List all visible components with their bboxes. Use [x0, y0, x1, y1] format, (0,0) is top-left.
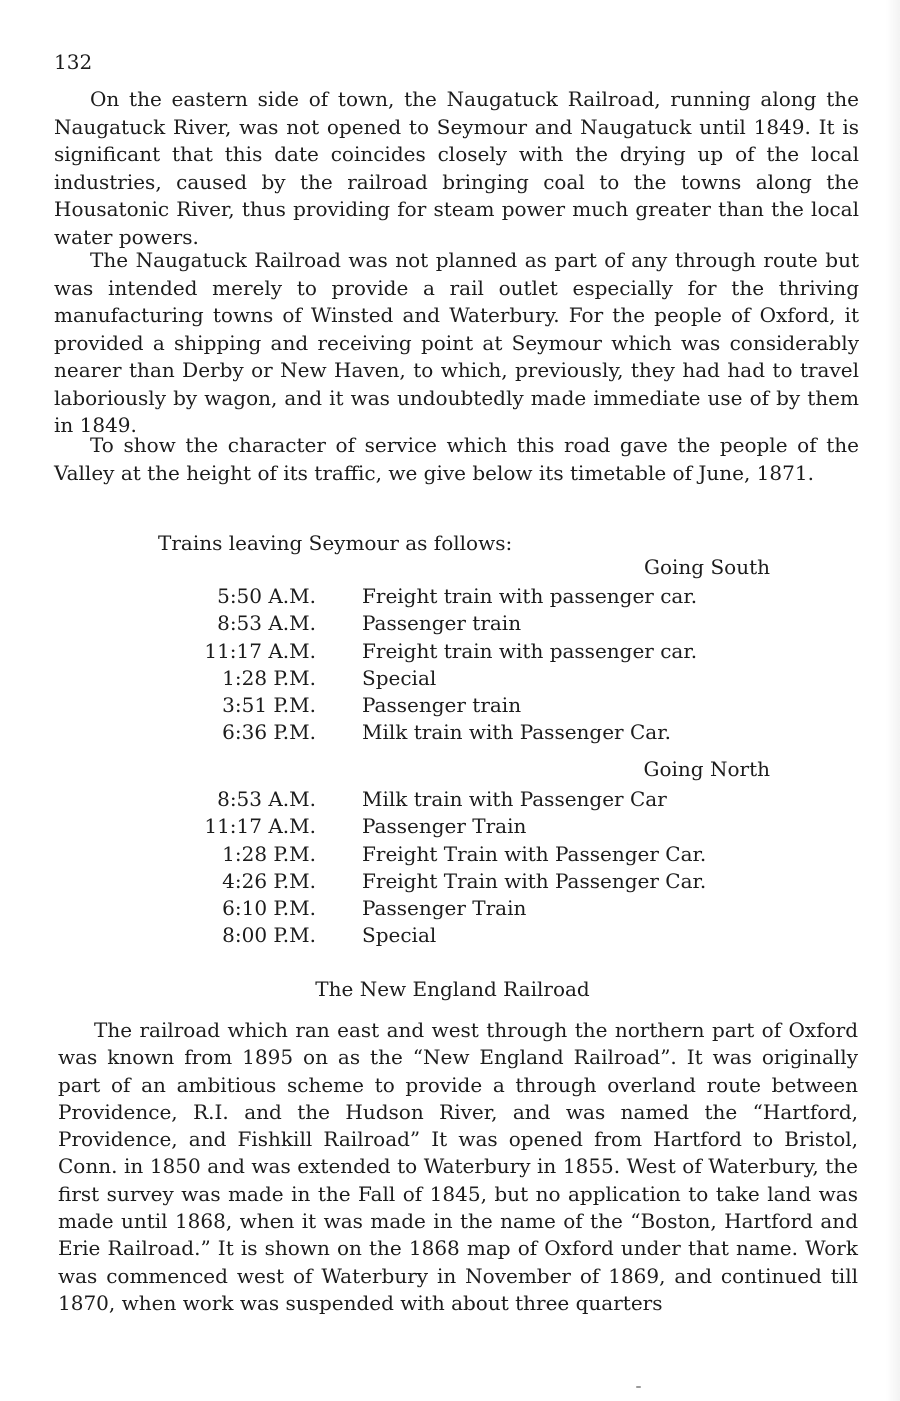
- train-time: 1:28 P.M.: [222, 841, 316, 866]
- train-description: Passenger Train: [362, 896, 527, 921]
- page-number: 132: [54, 50, 93, 74]
- train-time: 8:53 A.M.: [217, 787, 316, 811]
- train-time: 6:10 P.M.: [222, 896, 316, 921]
- timetable-row: [140, 922, 800, 949]
- timetable-row: [140, 868, 800, 895]
- timetable-heading-south: Going South: [644, 555, 770, 579]
- timetable-row: [140, 719, 800, 746]
- timetable-row: [140, 786, 800, 813]
- timetable-row: [140, 841, 800, 868]
- train-description: Milk train with Passenger Car: [362, 787, 667, 811]
- train-description: Freight train with passenger car.: [362, 584, 698, 608]
- timetable-north: [140, 786, 800, 950]
- page-edge-shadow: [886, 0, 900, 1401]
- timetable-row: [140, 665, 800, 692]
- train-time: 3:51 P.M.: [222, 693, 316, 718]
- train-time: 6:36 P.M.: [222, 720, 316, 745]
- timetable-row: [140, 692, 800, 719]
- train-description: Passenger train: [362, 611, 522, 636]
- train-description: Freight Train with Passenger Car.: [362, 868, 707, 893]
- timetable-row: [140, 813, 800, 840]
- paragraph-timetable-intro: To show the character of service which this road gave the people of the Valley at the height of its traffic, we give below its timetable of June, 1871.: [54, 433, 859, 485]
- timetable-row: [140, 583, 800, 610]
- paragraph-naugatuck-purpose: The Naugatuck Railroad was not planned as part of any through route but was intended merely to provide a rail outlet especially for the thriving manufacturing towns of Winsted and Waterbury. For the people of Oxford, it provided a shipping and receiving point at Seymour which was considerably nearer than Derby or New Haven, to which, previously, they had had to travel laboriously by wagon, and it was undoubtedly made immediate use of by them in 1849.: [54, 248, 859, 437]
- train-description: Freight train with passenger car.: [362, 638, 698, 663]
- timetable-heading-north: Going North: [643, 757, 770, 781]
- train-time: 8:00 P.M.: [222, 923, 316, 948]
- paragraph-naugatuck-opening: On the eastern side of town, the Naugatuck Railroad, running along the Naugatuck River, was not opened to Seymour and Naugatuck until 1849. It is significant that this date coincides closely with the drying up of the local industries, caused by the railroad bringing coal to the towns along the Housatonic River, thus providing for steam power much greater than the local water powers.: [54, 87, 859, 249]
- section-heading: The New England Railroad: [315, 977, 590, 1001]
- train-description: Passenger Train: [362, 814, 527, 839]
- timetable-row: [140, 895, 800, 922]
- timetable-row: [140, 610, 800, 637]
- timetable-row: [140, 638, 800, 665]
- train-description: Special: [362, 665, 437, 690]
- timetable-caption: Trains leaving Seymour as follows:: [158, 531, 513, 555]
- train-description: Milk train with Passenger Car.: [362, 720, 671, 745]
- train-description: Special: [362, 923, 437, 948]
- train-time: 11:17 A.M.: [204, 638, 316, 663]
- train-description: Freight Train with Passenger Car.: [362, 841, 707, 866]
- train-time: 8:53 A.M.: [217, 611, 316, 636]
- train-time: 1:28 P.M.: [222, 665, 316, 690]
- timetable-south: [140, 583, 800, 747]
- paragraph-new-england-railroad: The railroad which ran east and west through the northern part of Oxford was known from 1895 on as the “New England Railroad”. It was originally part of an ambitious scheme to provide a through overland route between Providence, R.I. and the Hudson River, and was named the “Hartford, Providence, and Fishkill Railroad” It was opened from Hartford to Bristol, Conn. in 1850 and was extended to Waterbury in 1855. West of Waterbury, the first survey was made in the Fall of 1845, but no application to take land was made until 1868, when it was made in the name of the “Boston, Hartford and Erie Railroad.” It is shown on the 1868 map of Oxford under that name. Work was commenced west of Waterbury in November of 1869, and continued till 1870, when work was suspended with about three quarters: [58, 1018, 858, 1315]
- train-time: 5:50 A.M.: [217, 584, 316, 608]
- train-time: 4:26 P.M.: [222, 868, 316, 893]
- scan-speck: [636, 1386, 641, 1388]
- train-time: 11:17 A.M.: [204, 814, 316, 839]
- train-description: Passenger train: [362, 693, 522, 718]
